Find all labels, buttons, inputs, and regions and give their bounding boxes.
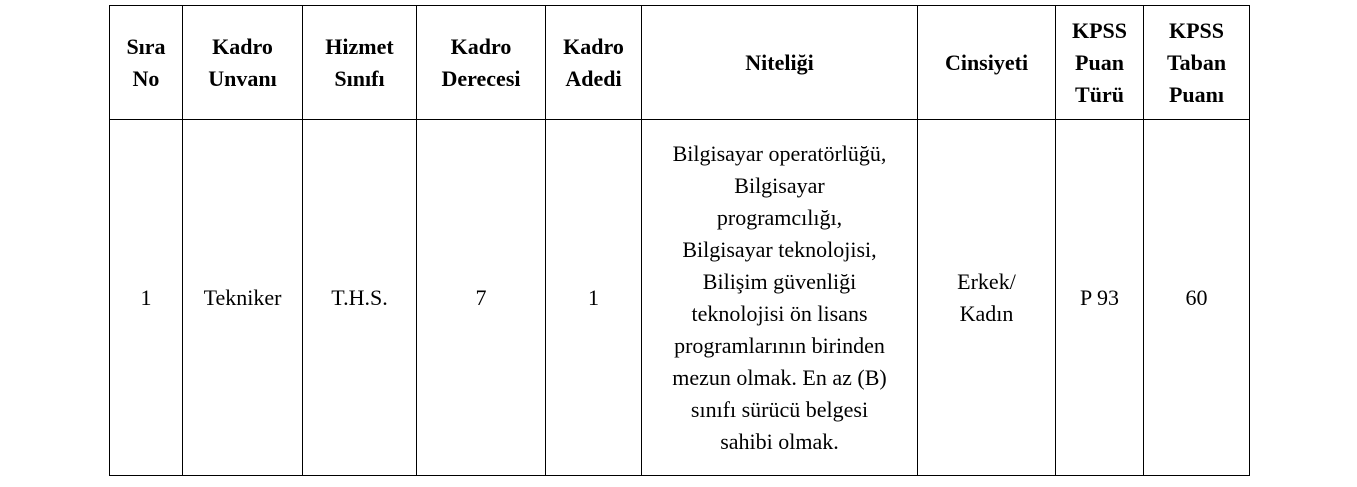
niteligi-line: Bilgisayar — [734, 172, 825, 198]
kadro-table — [109, 5, 1250, 476]
header-niteligi: Niteliği — [642, 6, 918, 120]
header-kadro-adedi: Kadro Adedi — [546, 6, 642, 120]
niteligi-line: sınıfı sürücü belgesi — [690, 396, 869, 422]
cell-sira-no: 1 — [110, 120, 183, 476]
table-row — [110, 120, 1250, 476]
cell-kadro-derecesi: 7 — [417, 120, 546, 476]
header-kadro-unvani: Kadro Unvanı — [183, 6, 303, 120]
cell-kadro-adedi: 1 — [546, 120, 642, 476]
cell-niteligi — [642, 120, 918, 476]
header-kpss-taban-puani: KPSS Taban Puanı — [1144, 6, 1250, 120]
header-kpss-puan-turu: KPSS Puan Türü — [1056, 6, 1144, 120]
cell-cinsiyeti — [918, 120, 1056, 476]
niteligi-line: programlarının birinden — [674, 332, 885, 358]
cell-hizmet-sinifi: T.H.S. — [303, 120, 417, 476]
cell-kpss-taban-puani: 60 — [1144, 120, 1250, 476]
cinsiyeti-line: Erkek/ — [957, 268, 1016, 294]
header-sira-no: Sıra No — [110, 6, 183, 120]
table-header-row — [110, 6, 1250, 120]
niteligi-line: programcılığı, — [716, 204, 843, 230]
niteligi-line: mezun olmak. En az (B) — [672, 364, 887, 390]
cinsiyeti-line: Kadın — [959, 300, 1014, 326]
niteligi-line: teknolojisi ön lisans — [691, 300, 868, 326]
niteligi-line: Bilişim güvenliği — [702, 268, 857, 294]
header-kadro-derecesi: Kadro Derecesi — [417, 6, 546, 120]
cell-kadro-unvani: Tekniker — [183, 120, 303, 476]
niteligi-line: sahibi olmak. — [720, 428, 839, 454]
niteligi-line: Bilgisayar operatörlüğü, — [672, 140, 887, 166]
cell-kpss-puan-turu: P 93 — [1056, 120, 1144, 476]
header-cinsiyeti: Cinsiyeti — [918, 6, 1056, 120]
niteligi-line: Bilgisayar teknolojisi, — [682, 236, 877, 262]
header-hizmet-sinifi: Hizmet Sınıfı — [303, 6, 417, 120]
